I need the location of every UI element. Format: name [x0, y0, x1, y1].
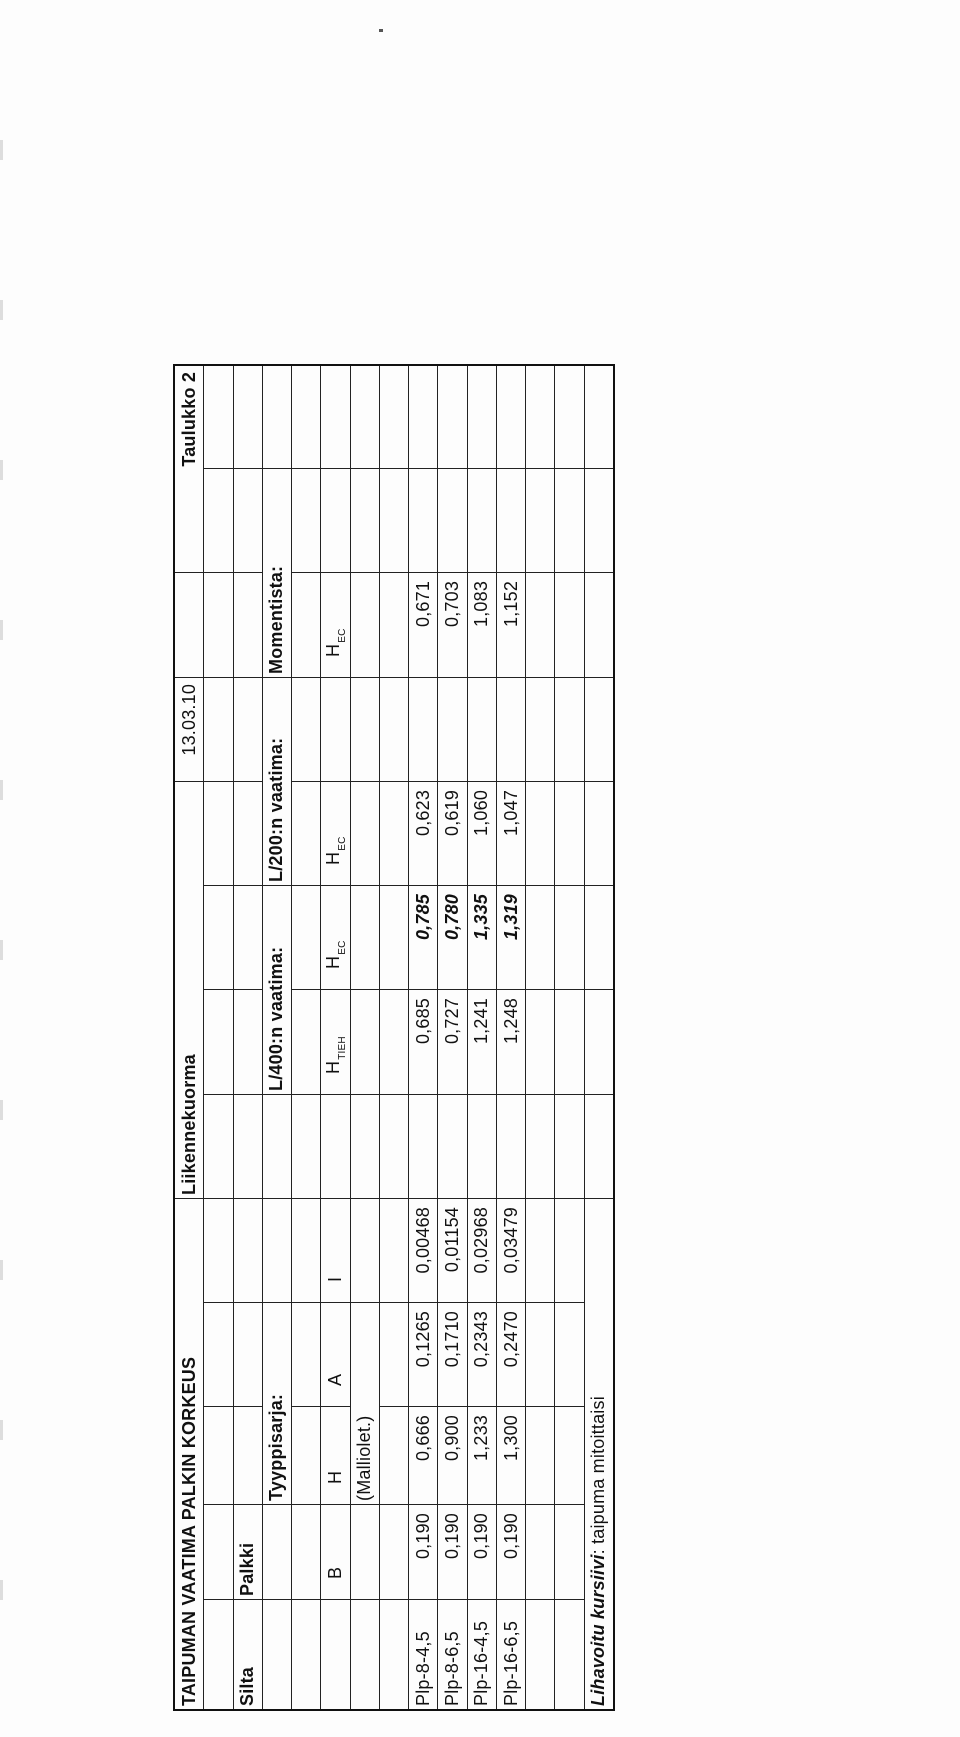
header-H: H: [321, 1407, 350, 1505]
date-text: 13.03.10: [178, 683, 199, 756]
title-row: [175, 365, 204, 1709]
header-momentista: Momentista:: [262, 468, 291, 677]
cell-h-ec-200: 0,619: [438, 781, 467, 885]
cell-h-tieh: 0,685: [409, 989, 438, 1094]
table-row: [496, 365, 525, 1709]
cell-A: 0,1710: [438, 1303, 467, 1407]
load-label: Liikennekuorma: [175, 781, 204, 1198]
cell-H: 1,233: [467, 1407, 496, 1505]
spacer-row: [204, 365, 233, 1709]
header-silta: Silta: [233, 1600, 262, 1710]
date-cell: [175, 677, 204, 781]
cell-h-ec-mom: 1,083: [467, 572, 496, 677]
cell-h-ec-mom: 1,152: [496, 572, 525, 677]
cell-h-ec-200: 1,047: [496, 781, 525, 885]
malliolet-note: (Malliolet.): [350, 1303, 379, 1505]
header-B: B: [321, 1505, 350, 1600]
scan-edge-shadow: [0, 0, 3, 1737]
scan-speck: [379, 29, 383, 32]
header-l200: L/200:n vaatima:: [262, 677, 291, 885]
cell-H: 0,666: [409, 1407, 438, 1505]
header-l400: L/400:n vaatima:: [262, 885, 291, 1094]
cell-I: 0,03479: [496, 1198, 525, 1302]
cell-h-ec-mom: 0,703: [438, 572, 467, 677]
cell-B: 0,190: [467, 1505, 496, 1600]
cell-B: 0,190: [496, 1505, 525, 1600]
header-row-malliolet: [350, 365, 379, 1709]
cell-silta: Plp-8-4,5: [409, 1600, 438, 1710]
cell-silta: Plp-16-4,5: [467, 1600, 496, 1710]
table-row: [438, 365, 467, 1709]
cell-silta: Plp-16-6,5: [496, 1600, 525, 1710]
header-I: I: [321, 1198, 350, 1302]
cell-h-tieh: 0,727: [438, 989, 467, 1094]
cell-h-ec-200: 0,623: [409, 781, 438, 885]
table-row: [409, 365, 438, 1709]
header-palkki: Palkki: [233, 1505, 262, 1600]
cell-A: 0,2343: [467, 1303, 496, 1407]
cell-I: 0,00468: [409, 1198, 438, 1302]
cell-silta: Plp-8-6,5: [438, 1600, 467, 1710]
cell-h-ec-400: 0,785: [409, 885, 438, 989]
cell-h-tieh: 1,248: [496, 989, 525, 1094]
header-row-groups: [262, 365, 291, 1709]
cell-I: 0,01154: [438, 1198, 467, 1302]
footnote-row: [584, 365, 613, 1709]
deflection-table: [174, 365, 614, 1710]
footnote-text: : taipuma mitoittaisi: [588, 1396, 609, 1555]
header-h-ec-mom: $H_{EC}$: [321, 572, 350, 677]
empty-cell: [175, 572, 204, 677]
table-title: TAIPUMAN VAATIMA PALKIN KORKEUS: [175, 1198, 204, 1709]
cell-A: 0,2470: [496, 1303, 525, 1407]
cell-A: 0,1265: [409, 1303, 438, 1407]
cell-h-ec-400: 1,335: [467, 885, 496, 989]
cell-h-ec-400: 0,780: [438, 885, 467, 989]
header-h-ec-200: $H_{EC}$: [321, 781, 350, 885]
cell-h-ec-400: 1,319: [496, 885, 525, 989]
cell-B: 0,190: [409, 1505, 438, 1600]
table-row: [467, 365, 496, 1709]
cell-h-ec-200: 1,060: [467, 781, 496, 885]
cell-H: 1,300: [496, 1407, 525, 1505]
cell-B: 0,190: [438, 1505, 467, 1600]
cell-h-ec-mom: 0,671: [409, 572, 438, 677]
footnote-bold: Lihavoitu kursiivi: [588, 1554, 609, 1706]
table-label: Taulukko 2: [175, 365, 204, 572]
header-h-tieh: $H_{TIEH}$: [321, 989, 350, 1094]
rotated-table-wrapper: [174, 366, 960, 1706]
header-h-ec-400: $H_{EC}$: [321, 885, 350, 989]
header-row-symbols: [321, 365, 350, 1709]
header-row-silta-palkki: [233, 365, 262, 1709]
spacer-row: [526, 365, 555, 1709]
header-tyyppisarja: Tyyppisarja:: [262, 1303, 291, 1505]
header-A: A: [321, 1303, 350, 1407]
footnote: [584, 1198, 613, 1709]
spacer-row: [379, 365, 408, 1709]
cell-I: 0,02968: [467, 1198, 496, 1302]
cell-H: 0,900: [438, 1407, 467, 1505]
spacer-row: [555, 365, 584, 1709]
spacer-row: [292, 365, 321, 1709]
cell-h-tieh: 1,241: [467, 989, 496, 1094]
